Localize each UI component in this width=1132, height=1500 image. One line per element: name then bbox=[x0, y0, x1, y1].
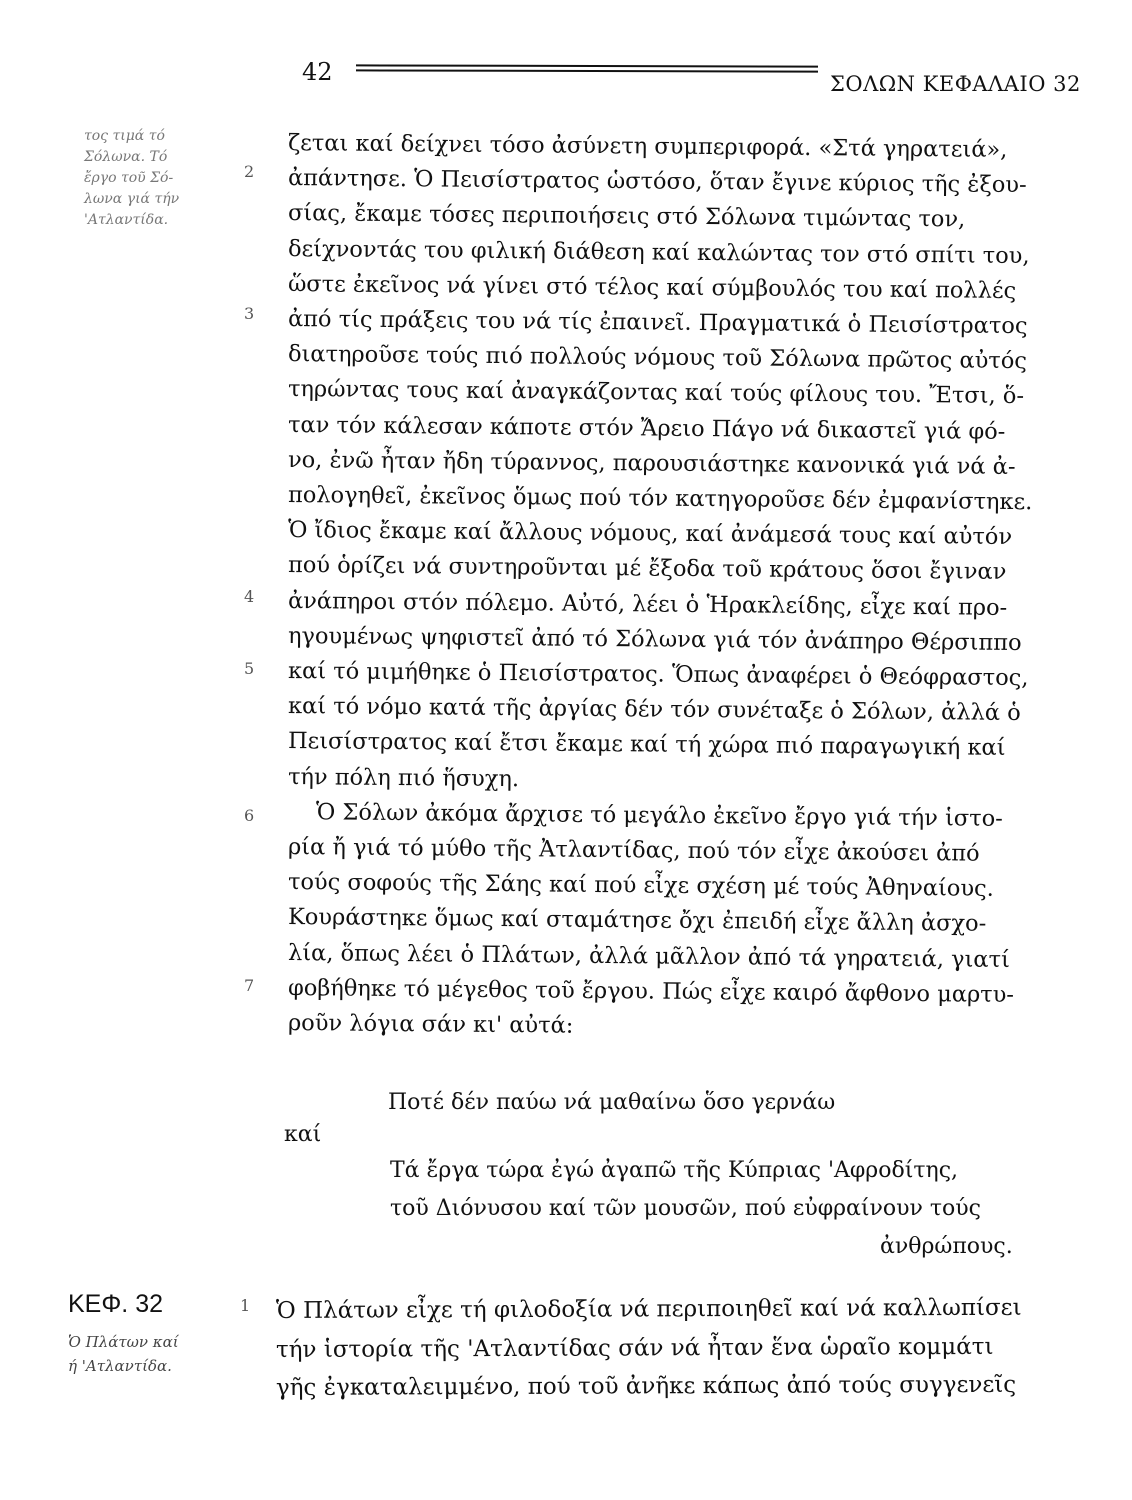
margin-number-6: 6 bbox=[244, 806, 255, 825]
chapter-note-line: ή 'Ατλαντίδα. bbox=[68, 1357, 172, 1375]
text-line: τηρώντας τους καί ἀναγκάζοντας καί τούς φίλους του. Ἔτσι, ὅ- bbox=[287, 376, 1025, 410]
bottom-text bbox=[276, 1292, 1106, 1408]
sidenote-top: τος τιμά τό Σόλωνα. Τό ἔργο τοῦ Σό- λωνα γιά τήν 'Ατλαντίδα. bbox=[84, 128, 180, 228]
margin-number-5: 5 bbox=[244, 659, 255, 678]
text-line: ρία ἤ γιά τό μύθο τῆς Ἀτλαντίδας, πού τόν εἶχε ἀκούσει ἀπό bbox=[287, 834, 980, 867]
text-line: διατηροῦσε τούς πιό πολλούς νόμους τοῦ Σόλωνα πρῶτος αὐτός bbox=[287, 341, 1028, 375]
margin-number-4: 4 bbox=[244, 587, 255, 606]
text-line: γῆς ἐγκαταλειμμένο, πού τοῦ ἀνῆκε κάπως ἀπό τούς συγγενεῖς bbox=[275, 1371, 1017, 1401]
margin-number-1: 1 bbox=[240, 1296, 251, 1315]
text-line: πολογηθεῖ, ἐκεῖνος ὅμως πού τόν κατηγοροῦσε δέν ἐμφανίστηκε. bbox=[287, 482, 1033, 516]
text-line: νο, ἐνῶ ἦταν ἤδη τύραννος, παρουσιάστηκε κανονικά γιά νά ἀ- bbox=[287, 446, 1016, 480]
verse-line-1: Ποτέ δέν παύω νά μαθαίνω ὅσο γερνάω bbox=[388, 1090, 836, 1115]
text-line: ἀπάντησε. Ὁ Πεισίστρατος ὡστόσο, ὅταν ἔγινε κύριος τῆς ἐξου- bbox=[287, 165, 1027, 199]
margin-number-7: 7 bbox=[244, 976, 255, 995]
text-line: Πεισίστρατος καί ἔτσι ἔκαμε καί τή χώρα πιό παραγωγική καί bbox=[287, 728, 1006, 762]
text-line: ζεται καί δείχνει τόσο ἀσύνετη συμπεριφορά. «Στά γηρατειά», bbox=[287, 130, 1008, 163]
text-line: ταν τόν κάλεσαν κάποτε στόν Ἄρειο Πάγο νά δικαστεῖ γιά φό- bbox=[287, 411, 1006, 445]
text-line: Ὁ ἴδιος ἔκαμε καί ἄλλους νόμους, καί ἀνάμεσά τους καί αὐτόν bbox=[287, 517, 1013, 551]
verse-line-3: τοῦ Διόνυσου καί τῶν μουσῶν, πού εὐφραίνουν τούς bbox=[390, 1196, 981, 1221]
text-line: τήν ἱστορία τῆς 'Ατλαντίδας σάν νά ἦταν ἕνα ὡραῖο κομμάτι bbox=[275, 1333, 994, 1363]
text-line: ὥστε ἐκεῖνος νά γίνει στό τέλος καί σύμβουλός του καί πολλές bbox=[287, 270, 1017, 304]
text-line: καί τό μιμήθηκε ὁ Πεισίστρατος. Ὅπως ἀναφέρει ὁ Θεόφραστος, bbox=[287, 658, 1029, 692]
verse-line-2: Τά ἔργα τώρα ἐγώ ἀγαπῶ τῆς Κύπριας 'Αφροδίτης, bbox=[390, 1158, 959, 1183]
text-line: φοβήθηκε τό μέγεθος τοῦ ἔργου. Πώς εἶχε καιρό ἄφθονο μαρτυ- bbox=[287, 974, 1015, 1008]
text-line: ἀνάπηροι στόν πόλεμο. Αὐτό, λέει ὁ Ἡρακλείδης, εἶχε καί προ- bbox=[287, 587, 1008, 621]
page-number: 42 bbox=[302, 58, 333, 86]
header-rule bbox=[356, 64, 818, 72]
chapter-note-line: Ὁ Πλάτων καί bbox=[68, 1333, 179, 1351]
text-line: Ὁ Σόλων ἀκόμα ἄρχισε τό μεγάλο ἐκεῖνο ἔργο γιά τήν ἱστο- bbox=[315, 799, 1003, 832]
main-text bbox=[288, 126, 1100, 1041]
text-line: λία, ὅπως λέει ὁ Πλάτων, ἀλλά μᾶλλον ἀπό τά γηρατειά, γιατί bbox=[287, 939, 1010, 973]
text-line: Ὁ Πλάτων εἶχε τή φιλοδοξία νά περιποιηθεῖ καί νά καλλωπίσει bbox=[275, 1294, 1022, 1324]
text-line: Κουράστηκε ὅμως καί σταμάτησε ὄχι ἐπειδή εἶχε ἄλλη ἀσχο- bbox=[287, 904, 987, 938]
verse-connector: καί bbox=[284, 1122, 322, 1147]
margin-number-2: 2 bbox=[244, 162, 255, 181]
verse-line-4: ἀνθρώπους. bbox=[880, 1234, 1013, 1259]
text-line: δείχνοντάς του φιλική διάθεση καί καλώντας τον στό σπίτι του, bbox=[287, 235, 1030, 269]
text-line: τήν πόλη πιό ἥσυχη. bbox=[287, 763, 520, 792]
text-line: ἀπό τίς πράξεις του νά τίς ἐπαινεῖ. Πραγματικά ὁ Πεισίστρατος bbox=[287, 306, 1028, 340]
text-line: ηγουμένως ψηφιστεῖ ἀπό τό Σόλωνα γιά τόν ἀνάπηρο Θέρσιππο bbox=[287, 622, 1022, 656]
text-line: πού ὁρίζει νά συντηροῦνται μέ ἔξοδα τοῦ κράτους ὅσοι ἔγιναν bbox=[287, 552, 1007, 586]
text-line: ροῦν λόγια σάν κι' αὐτά: bbox=[287, 1010, 574, 1039]
text-line: τούς σοφούς τῆς Σάης καί πού εἶχε σχέση μέ τούς Ἀθηναίους. bbox=[287, 869, 994, 903]
margin-number-3: 3 bbox=[244, 304, 255, 323]
text-line: σίας, ἔκαμε τόσες περιποιήσεις στό Σόλωνα τιμώντας τον, bbox=[287, 200, 966, 233]
running-head: ΣΟΛΩΝ ΚΕΦΑΛΑΙΟ 32 bbox=[830, 72, 1081, 96]
chapter-note bbox=[68, 1330, 179, 1378]
chapter-label: ΚΕΦ. 32 bbox=[68, 1290, 163, 1318]
text-line: καί τό νόμο κατά τῆς ἀργίας δέν τόν συνέταξε ὁ Σόλων, ἀλλά ὁ bbox=[287, 693, 1021, 727]
